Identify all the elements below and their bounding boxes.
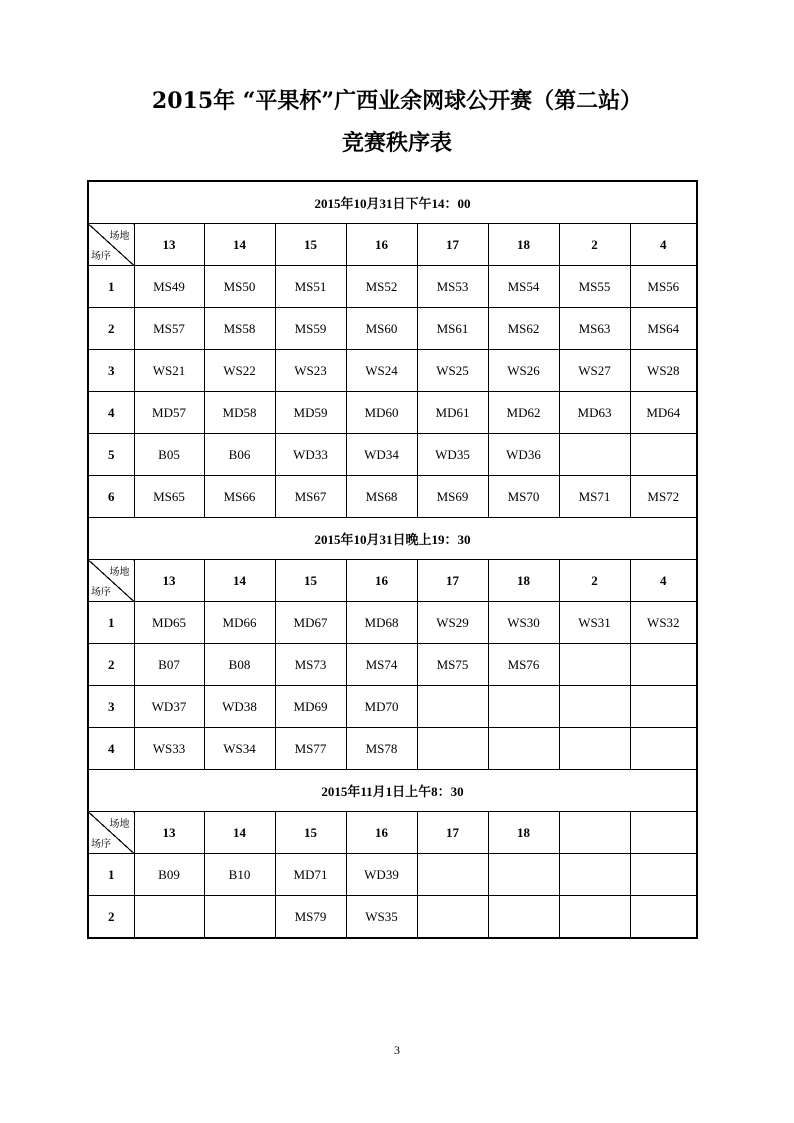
court-number: 13 (134, 224, 204, 266)
match-cell: MS51 (275, 266, 346, 308)
match-cell: MD57 (134, 392, 204, 434)
match-cell: WD34 (346, 434, 417, 476)
match-cell: MD69 (275, 686, 346, 728)
order-axis-label: 场序 (91, 587, 111, 598)
court-number: 17 (417, 812, 488, 854)
match-cell: WS35 (346, 896, 417, 939)
match-cell: MS57 (134, 308, 204, 350)
order-axis-label: 场序 (91, 251, 111, 262)
match-row (88, 602, 697, 644)
match-cell: MS61 (417, 308, 488, 350)
match-cell: B05 (134, 434, 204, 476)
court-number: 18 (488, 224, 559, 266)
diagonal-header-cell (88, 224, 134, 266)
match-cell: WS32 (630, 602, 697, 644)
match-cell (559, 686, 630, 728)
match-cell: WS22 (204, 350, 275, 392)
match-cell (559, 854, 630, 896)
match-cell: MS59 (275, 308, 346, 350)
match-order: 3 (88, 350, 134, 392)
court-number: 16 (346, 812, 417, 854)
match-cell: MD71 (275, 854, 346, 896)
court-axis-label: 场地 (109, 231, 130, 242)
match-cell: WS28 (630, 350, 697, 392)
match-cell (559, 434, 630, 476)
match-cell: MD59 (275, 392, 346, 434)
court-axis-label: 场地 (109, 819, 130, 830)
match-cell: MD61 (417, 392, 488, 434)
section-heading: 2015年10月31日下午14：00 (88, 181, 697, 224)
match-cell: WD37 (134, 686, 204, 728)
match-row (88, 266, 697, 308)
match-cell: MS66 (204, 476, 275, 518)
match-cell (559, 644, 630, 686)
court-number (559, 812, 630, 854)
match-cell: MS63 (559, 308, 630, 350)
match-cell: MS79 (275, 896, 346, 939)
match-cell (630, 896, 697, 939)
match-cell: MS64 (630, 308, 697, 350)
match-cell (630, 686, 697, 728)
match-cell: WS27 (559, 350, 630, 392)
match-cell: MS60 (346, 308, 417, 350)
match-cell (630, 728, 697, 770)
match-cell: MS58 (204, 308, 275, 350)
match-cell: MS69 (417, 476, 488, 518)
match-cell: MD58 (204, 392, 275, 434)
section-heading: 2015年10月31日晚上19：30 (88, 518, 697, 560)
match-cell: MS72 (630, 476, 697, 518)
match-cell: WS33 (134, 728, 204, 770)
court-header-row (88, 812, 697, 854)
match-cell: MS71 (559, 476, 630, 518)
match-order: 1 (88, 854, 134, 896)
match-cell: B06 (204, 434, 275, 476)
match-row (88, 644, 697, 686)
match-cell (488, 686, 559, 728)
court-number: 4 (630, 560, 697, 602)
match-order: 6 (88, 476, 134, 518)
court-number: 17 (417, 224, 488, 266)
match-cell: WD36 (488, 434, 559, 476)
match-cell (417, 854, 488, 896)
match-cell: MS65 (134, 476, 204, 518)
match-cell: WD33 (275, 434, 346, 476)
match-cell: WS29 (417, 602, 488, 644)
match-cell (630, 644, 697, 686)
match-cell: MS67 (275, 476, 346, 518)
match-row (88, 308, 697, 350)
section-heading-row (88, 770, 697, 812)
match-cell: WS21 (134, 350, 204, 392)
diagonal-header-cell (88, 812, 134, 854)
court-number: 2 (559, 224, 630, 266)
match-order: 1 (88, 266, 134, 308)
match-cell (417, 686, 488, 728)
match-order: 2 (88, 896, 134, 939)
court-number: 13 (134, 812, 204, 854)
page-number: 3 (394, 1043, 400, 1057)
court-axis-label: 场地 (109, 567, 130, 578)
match-cell: WS31 (559, 602, 630, 644)
match-cell: MD64 (630, 392, 697, 434)
section-heading-row (88, 518, 697, 560)
match-cell: MS62 (488, 308, 559, 350)
match-cell: MD66 (204, 602, 275, 644)
match-cell (417, 896, 488, 939)
match-row (88, 686, 697, 728)
match-cell: MS56 (630, 266, 697, 308)
match-order: 4 (88, 728, 134, 770)
section-heading-row (88, 181, 697, 224)
court-number: 16 (346, 224, 417, 266)
match-cell (488, 728, 559, 770)
match-cell: MS77 (275, 728, 346, 770)
match-cell: MS53 (417, 266, 488, 308)
match-cell: MS55 (559, 266, 630, 308)
match-cell: MS52 (346, 266, 417, 308)
court-number: 14 (204, 224, 275, 266)
court-number (630, 812, 697, 854)
court-number: 15 (275, 812, 346, 854)
match-cell: MS73 (275, 644, 346, 686)
match-order: 3 (88, 686, 134, 728)
match-cell: MS74 (346, 644, 417, 686)
match-cell: MD62 (488, 392, 559, 434)
match-cell: WS24 (346, 350, 417, 392)
document-subtitle: 竞赛秩序表 (341, 130, 452, 156)
court-number: 14 (204, 560, 275, 602)
match-cell: MS76 (488, 644, 559, 686)
court-number: 2 (559, 560, 630, 602)
match-cell: MS78 (346, 728, 417, 770)
match-row (88, 434, 697, 476)
match-cell (630, 854, 697, 896)
match-row (88, 350, 697, 392)
match-row (88, 392, 697, 434)
match-cell: WS23 (275, 350, 346, 392)
match-cell (488, 896, 559, 939)
match-cell: WS26 (488, 350, 559, 392)
match-row (88, 896, 697, 939)
match-cell (134, 896, 204, 939)
match-order: 1 (88, 602, 134, 644)
match-cell: MS54 (488, 266, 559, 308)
schedule-table (87, 180, 698, 939)
court-number: 4 (630, 224, 697, 266)
match-cell: MS70 (488, 476, 559, 518)
match-cell: MD68 (346, 602, 417, 644)
match-cell: MD63 (559, 392, 630, 434)
court-number: 14 (204, 812, 275, 854)
match-cell: MS49 (134, 266, 204, 308)
match-order: 5 (88, 434, 134, 476)
court-number: 13 (134, 560, 204, 602)
match-cell: WD35 (417, 434, 488, 476)
match-cell: MS50 (204, 266, 275, 308)
match-cell: WD39 (346, 854, 417, 896)
court-number: 15 (275, 560, 346, 602)
match-cell: MS68 (346, 476, 417, 518)
match-cell (559, 896, 630, 939)
match-cell: WD38 (204, 686, 275, 728)
match-cell (630, 434, 697, 476)
court-number: 17 (417, 560, 488, 602)
section-heading: 2015年11月1日上午8：30 (88, 770, 697, 812)
match-cell: MD67 (275, 602, 346, 644)
match-cell (417, 728, 488, 770)
court-header-row (88, 224, 697, 266)
order-axis-label: 场序 (91, 839, 111, 850)
match-cell: WS25 (417, 350, 488, 392)
match-cell: MD65 (134, 602, 204, 644)
match-cell: B10 (204, 854, 275, 896)
match-cell (488, 854, 559, 896)
match-row (88, 476, 697, 518)
document-title: 2015年 “平果杯”广西业余网球公开赛（第二站） (151, 88, 643, 114)
court-number: 18 (488, 812, 559, 854)
match-order: 2 (88, 644, 134, 686)
match-cell: WS30 (488, 602, 559, 644)
court-number: 18 (488, 560, 559, 602)
match-cell: B08 (204, 644, 275, 686)
match-cell: MD60 (346, 392, 417, 434)
match-cell: MD70 (346, 686, 417, 728)
match-row (88, 854, 697, 896)
match-cell: WS34 (204, 728, 275, 770)
court-header-row (88, 560, 697, 602)
match-cell: B07 (134, 644, 204, 686)
match-cell (204, 896, 275, 939)
match-order: 2 (88, 308, 134, 350)
match-order: 4 (88, 392, 134, 434)
match-row (88, 728, 697, 770)
match-cell: MS75 (417, 644, 488, 686)
court-number: 16 (346, 560, 417, 602)
match-cell (559, 728, 630, 770)
diagonal-header-cell (88, 560, 134, 602)
court-number: 15 (275, 224, 346, 266)
match-cell: B09 (134, 854, 204, 896)
